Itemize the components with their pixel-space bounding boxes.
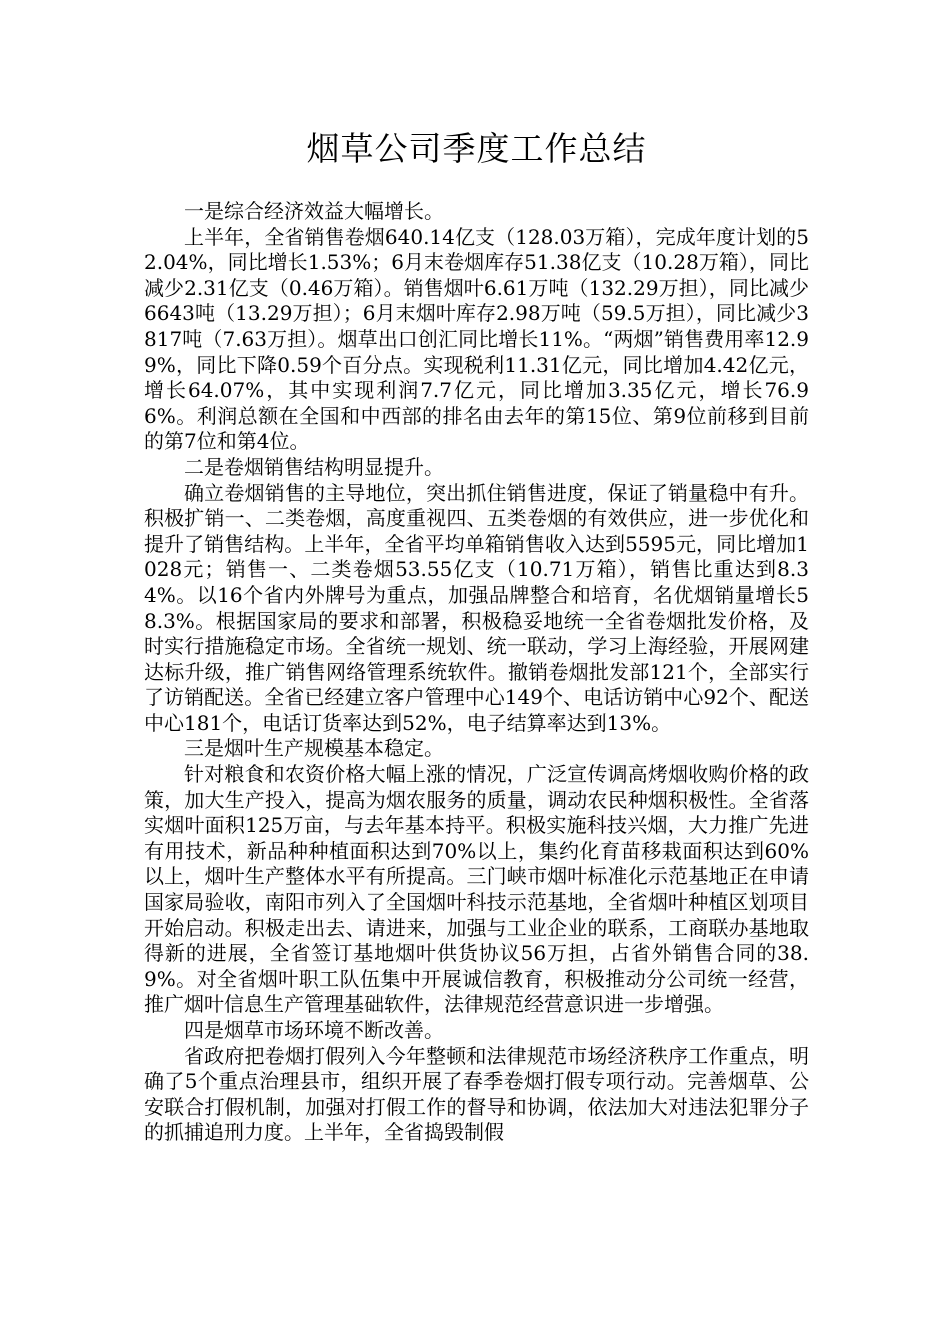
section-body: 确立卷烟销售的主导地位，突出抓住销售进度，保证了销量稳中有升。积极扩销一、二类卷烟，高度重视四、五类卷烟的有效供应，进一步优化和提升了销售结构。上半年，全省平均单箱销售收入达到5595元，同比增加1028元；销售一、二类卷烟53.55亿支（10.71万箱），销售比重达到8.34%。以16个省内外牌号为重点，加强品牌整合和培育，名优烟销量增长58.3%。根据国家局的要求和部署，积极稳妥地统一全省卷烟批发价格，及时实行措施稳定市场。全省统一规划、统一联动，学习上海经验，开展网建达标升级，推广销售网络管理系统软件。撤销卷烟批发部121个，全部实行了访销配送。全省已经建立客户管理中心149个、电话访销中心92个、配送中心181个，电话订货率达到52%，电子结算率达到13%。 (144, 480, 809, 735)
section-heading: 四是烟草市场环境不断改善。 (184, 1018, 444, 1042)
section-heading: 一是综合经济效益大幅增长。 (184, 199, 444, 223)
section-heading: 三是烟叶生产规模基本稳定。 (184, 736, 444, 761)
section-body: 省政府把卷烟打假列入今年整顿和法律规范市场经济秩序工作重点，明确了5个重点治理县市，组织开展了春季卷烟打假专项行动。完善烟草、公安联合打假机制，加强对打假工作的督导和协调，依法加大对违法犯罪分子的抓捕追刑力度。上半年，全省捣毁制假 (144, 1043, 809, 1145)
section-4 (144, 1018, 809, 1146)
section-1 (144, 199, 809, 455)
document-page (144, 125, 809, 1146)
section-3 (144, 736, 809, 1018)
section-body: 针对粮食和农资价格大幅上涨的情况，广泛宣传调高烤烟收购价格的政策，加大生产投入，提高为烟农服务的质量，调动农民种烟积极性。全省落实烟叶面积125万亩，与去年基本持平。积极实施科技兴烟，大力推广先进有用技术，新品种种植面积达到70%以上，集约化育苗移栽面积达到60%以上，烟叶生产整体水平有所提高。三门峡市烟叶标准化示范基地正在申请国家局验收，南阳市列入了全国烟叶科技示范基地，全省烟叶种植区划项目开始启动。积极走出去、请进来，加强与工业企业的联系，工商联办基地取得新的进展，全省签订基地烟叶供货协议56万担，占省外销售合同的38.9%。对全省烟叶职工队伍集中开展诚信教育，积极推动分公司统一经营，推广烟叶信息生产管理基础软件，法律规范经营意识进一步增强。 (144, 762, 809, 1017)
document-title: 烟草公司季度工作总结 (306, 129, 647, 168)
section-heading: 二是卷烟销售结构明显提升。 (184, 454, 444, 479)
section-body: 上半年，全省销售卷烟640.14亿支（128.03万箱），完成年度计划的52.04%，同比增长1.53%；6月末卷烟库存51.38亿支（10.28万箱），同比减少2.31亿支（0.46万箱）。销售烟叶6.61万吨（132.29万担），同比减少6643吨（13.29万担）；6月末烟叶库存2.98万吨（59.5万担），同比减少3817吨（7.63万担）。烟草出口创汇同比增长11%。“两烟”销售费用率12.99%，同比下降0.59个百分点。实现税利11.31亿元，同比增加4.42亿元，增长64.07%，其中实现利润7.7亿元，同比增加3.35亿元，增长76.96%。利润总额在全国和中西部的排名由去年的第15位、第9位前移到目前的第7位和第4位。 (144, 224, 809, 454)
section-2 (144, 455, 809, 737)
